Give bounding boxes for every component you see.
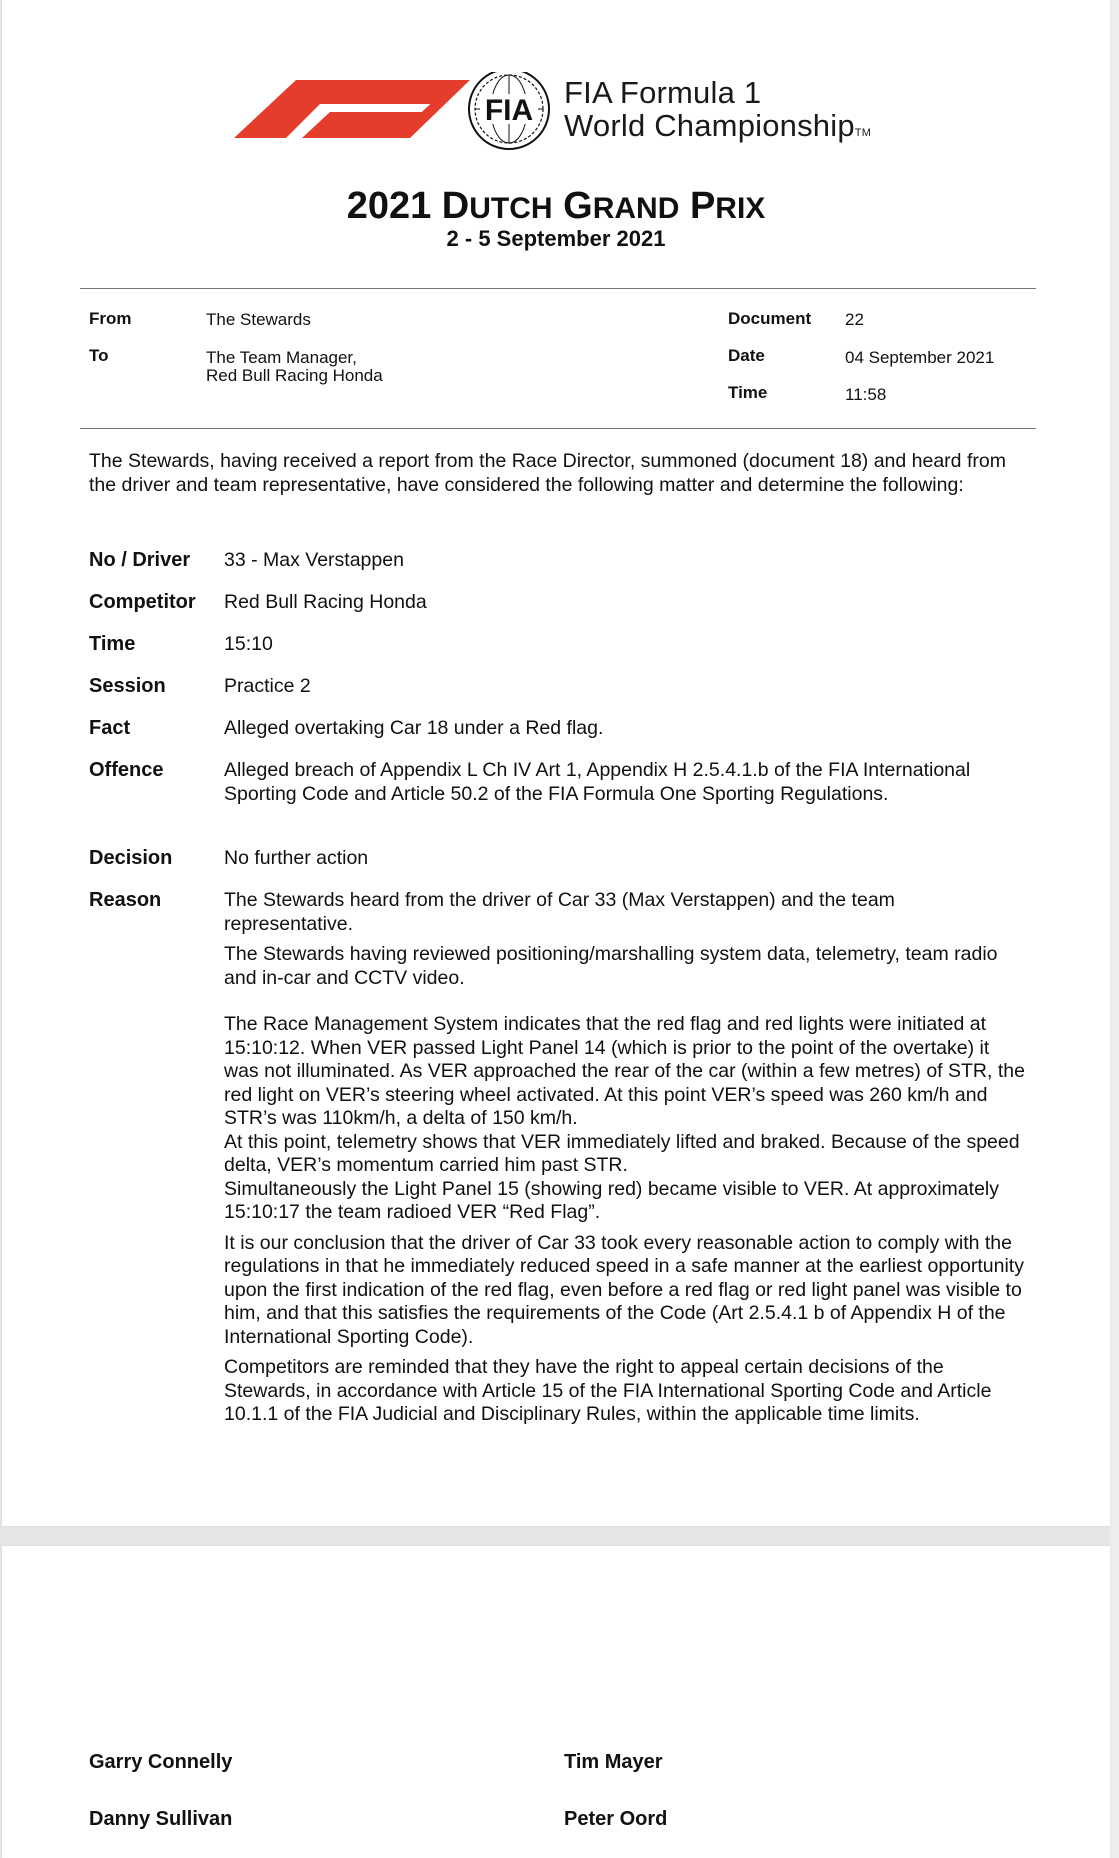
event-dates: 2 - 5 September 2021 xyxy=(446,226,666,251)
time-label: Time xyxy=(728,383,768,402)
steward-signature: Tim Mayer xyxy=(564,1751,663,1773)
time-field-value: 15:10 xyxy=(224,633,273,655)
document-page-1 xyxy=(2,0,1110,1526)
to-value-line1: The Team Manager, xyxy=(206,348,357,367)
logo-line1: FIA Formula 1 xyxy=(564,75,762,110)
page-title: 2021 DUTCH GRAND PRIX xyxy=(346,185,766,227)
time-value: 11:58 xyxy=(845,385,887,404)
driver-label: No / Driver xyxy=(89,549,191,571)
divider xyxy=(80,428,1036,429)
date-label: Date xyxy=(728,346,765,365)
reason-text xyxy=(224,889,1029,1427)
f1-logo-icon xyxy=(234,72,564,150)
intro-paragraph: The Stewards, having received a report from the Race Director, summoned (document 18) and heard from the driver and team representative, have considered the following matter and determine the following: xyxy=(89,450,1006,496)
to-value-line2: Red Bull Racing Honda xyxy=(206,366,383,385)
logo-wordmark xyxy=(564,76,871,150)
session-label: Session xyxy=(89,675,166,697)
divider xyxy=(80,288,1036,289)
fact-label: Fact xyxy=(89,717,131,739)
trademark: TM xyxy=(854,127,872,139)
reason-label: Reason xyxy=(89,889,162,911)
document-page-2 xyxy=(2,1546,1110,1858)
fia-globe-icon xyxy=(469,72,549,149)
logo-line2: World ChampionshipTM xyxy=(564,108,872,143)
reason-paragraph: Competitors are reminded that they have the right to appeal certain decisions of the Stewards, in accordance with Article 15 of the FIA International Sporting Code and Article 10.1.1 of the FIA Judicial and Disciplinary Rules, within the applicable time limits. xyxy=(224,1356,992,1425)
reason-paragraph: It is our conclusion that the driver of Car 33 took every reasonable action to comply with the regulations in that he immediately reduced speed in a safe manner at the earliest opportunity upon the first indication of the red flag, even before a red flag or red light panel was visible to him, and that this satisfies the requirements of the Code (Art 2.5.4.1 b of Appendix H of the International Sporting Code). xyxy=(224,1231,1024,1348)
to-label: To xyxy=(89,346,109,365)
time-field-label: Time xyxy=(89,633,136,655)
steward-signature: Danny Sullivan xyxy=(89,1808,233,1830)
reason-paragraph: The Stewards heard from the driver of Car 33 (Max Verstappen) and the team representative. xyxy=(224,889,895,935)
document-label: Document xyxy=(728,309,812,328)
driver-value: 33 - Max Verstappen xyxy=(224,549,404,571)
reason-paragraph: The Race Management System indicates that the red flag and red lights were initiated at 15:10:12. When VER passed Light Panel 14 (which is prior to the point of the overtake) it was not illuminated. As VER approached the rear of the car (within a few metres) of STR, the red light on VER’s steering wheel activated. At this point VER’s speed was 260 km/h and STR’s was 110km/h, a delta of 150 km/h. xyxy=(224,1013,1025,1129)
offence-value: Alleged breach of Appendix L Ch IV Art 1, Appendix H 2.5.4.1.b of the FIA International Sporting Code and Article 50.2 of the FIA Formula One Sporting Regulations. xyxy=(224,759,971,805)
offence-label: Offence xyxy=(89,759,164,781)
fact-value: Alleged overtaking Car 18 under a Red flag. xyxy=(224,717,604,739)
from-value: The Stewards xyxy=(206,310,311,329)
page-edge xyxy=(1110,0,1119,1858)
reason-paragraph: Simultaneously the Light Panel 15 (showing red) became visible to VER. At approximately 15:10:17 the team radioed VER “Red Flag”. xyxy=(224,1177,999,1223)
fia-f1-logo xyxy=(234,72,914,150)
session-value: Practice 2 xyxy=(224,675,311,697)
from-label: From xyxy=(89,309,132,328)
date-value: 04 September 2021 xyxy=(845,348,995,367)
decision-label: Decision xyxy=(89,847,173,869)
document-value: 22 xyxy=(845,310,864,329)
decision-value: No further action xyxy=(224,847,369,869)
steward-signature: Garry Connelly xyxy=(89,1751,233,1773)
reason-paragraph: The Stewards having reviewed positioning/marshalling system data, telemetry, team radio and in-car and CCTV video. xyxy=(224,943,998,989)
svg-text:FIA: FIA xyxy=(484,94,534,127)
competitor-value: Red Bull Racing Honda xyxy=(224,591,427,613)
competitor-label: Competitor xyxy=(89,591,196,613)
reason-paragraph: At this point, telemetry shows that VER immediately lifted and braked. Because of the speed delta, VER’s momentum carried him past STR. xyxy=(224,1130,1020,1176)
steward-signature: Peter Oord xyxy=(564,1808,668,1830)
